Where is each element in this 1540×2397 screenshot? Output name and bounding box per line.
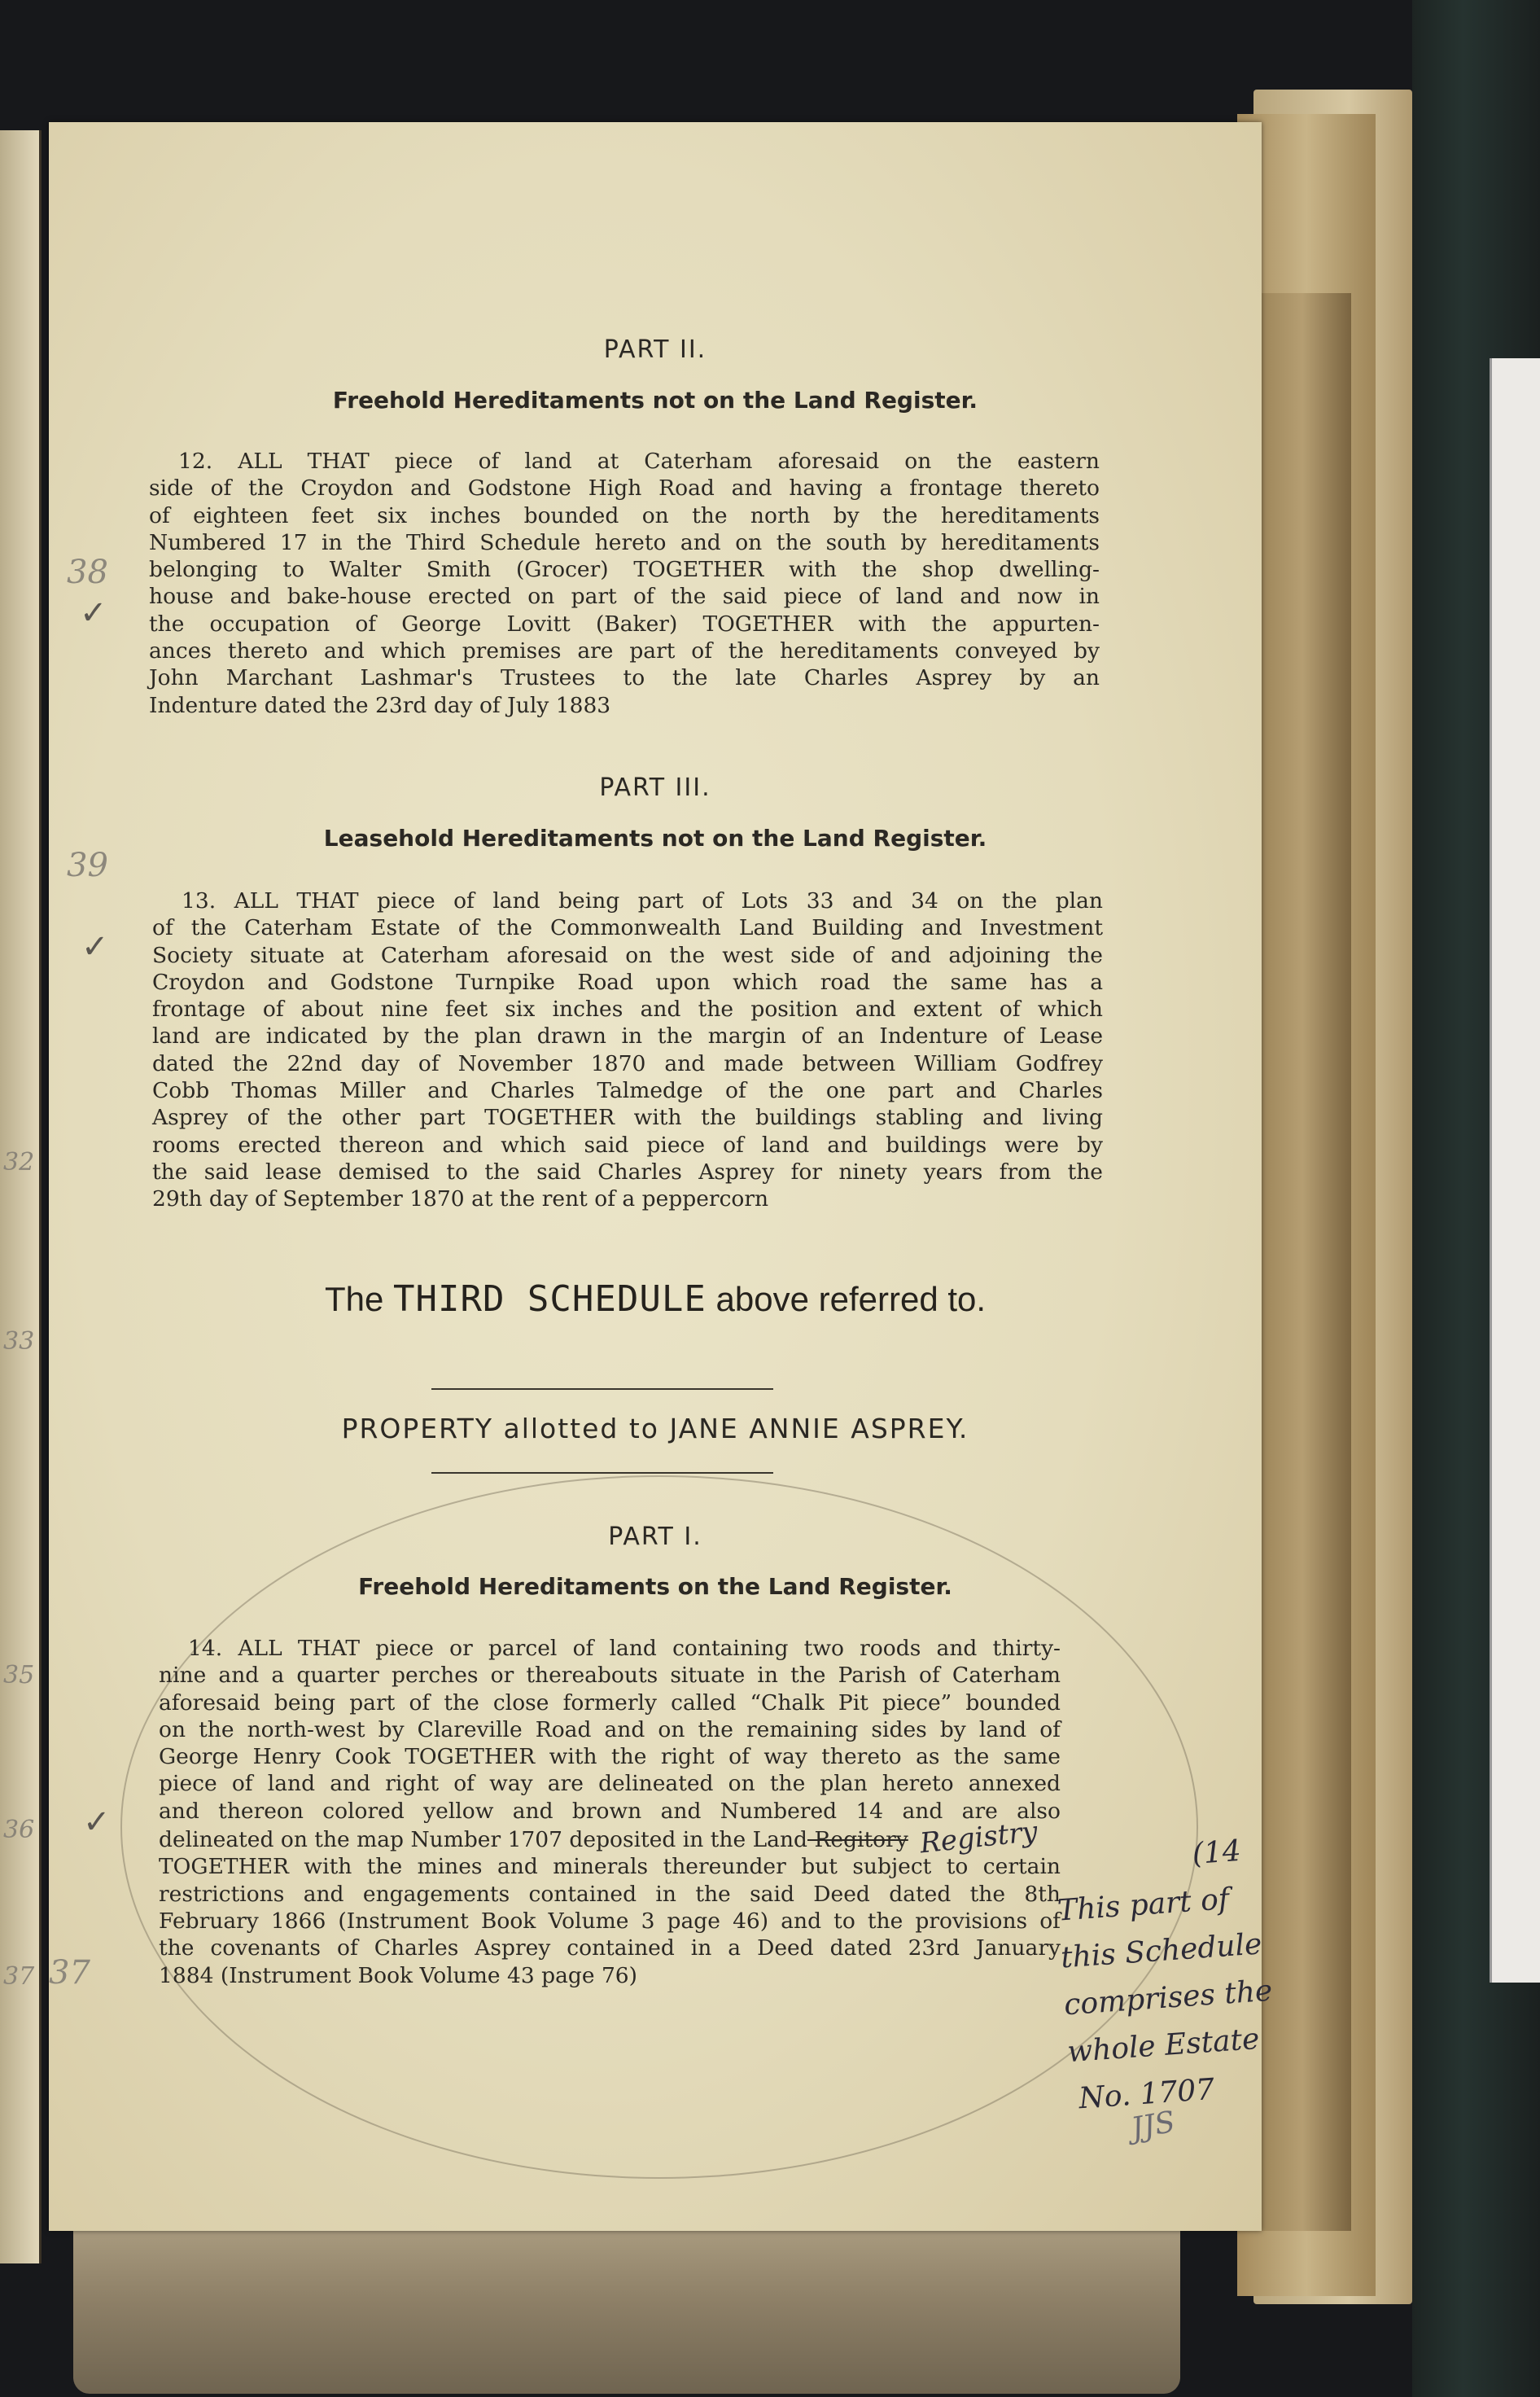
handwritten-note-line: this Schedule bbox=[1059, 1927, 1263, 1975]
handwritten-initials: JJS bbox=[1128, 2105, 1178, 2146]
paragraph-line: 14. ALL THAT piece or parcel of land containing two roods and thirty- bbox=[188, 1636, 1061, 1661]
paragraph-line: Society situate at Caterham aforesaid on the west side of and adjoining the bbox=[152, 942, 1103, 968]
paragraph-line: aforesaid being part of the close formerly called “Chalk Pit piece” bounded bbox=[159, 1689, 1061, 1716]
paragraph-13 bbox=[152, 887, 1103, 1213]
paragraph-line: on the north-west by Clareville Road and on the remaining sides by land of bbox=[159, 1716, 1061, 1742]
part-3-subtitle: Leasehold Hereditaments not on the Land Register. bbox=[323, 825, 987, 852]
schedule-title-post: above referred to. bbox=[706, 1280, 987, 1318]
part-2-subtitle: Freehold Hereditaments not on the Land Register. bbox=[332, 387, 978, 414]
struck-word: Regitory bbox=[807, 1827, 908, 1853]
pencil-margin-number: 39 bbox=[67, 847, 108, 884]
handwritten-note-line: This part of bbox=[1056, 1882, 1231, 1928]
paragraph-line: the covenants of Charles Asprey contained in a Deed dated 23rd January bbox=[159, 1935, 1061, 1961]
paragraph-line: and thereon colored yellow and brown and Numbered 14 and are also bbox=[159, 1798, 1061, 1824]
left-facing-page bbox=[0, 130, 42, 2263]
property-allotted-line: PROPERTY allotted to JANE ANNIE ASPREY. bbox=[341, 1413, 969, 1444]
left-page-mark: 37 bbox=[3, 1962, 35, 1991]
schedule-title-pre: The bbox=[324, 1280, 393, 1318]
handwritten-note bbox=[1052, 1824, 1316, 2123]
paragraph-line: Asprey of the other part TOGETHER with the buildings stabling and living bbox=[152, 1105, 1103, 1131]
paragraph-line: George Henry Cook TOGETHER with the right of way thereto as the same bbox=[159, 1744, 1061, 1770]
paragraph-line: frontage of about nine feet six inches and the position and extent of which bbox=[152, 997, 1103, 1023]
paragraph-line: Cobb Thomas Miller and Charles Talmedge of the one part and Charles bbox=[152, 1078, 1103, 1104]
paragraph-line: TOGETHER with the mines and minerals thereunder but subject to certain bbox=[159, 1854, 1061, 1880]
paragraph-line: Croydon and Godstone Turnpike Road upon which road the same has a bbox=[152, 969, 1103, 995]
paragraph-line: of the Caterham Estate of the Commonwealth Land Building and Investment bbox=[152, 915, 1103, 941]
paragraph-line: 1884 (Instrument Book Volume 43 page 76) bbox=[159, 1962, 638, 1988]
paragraph-line: nine and a quarter perches or thereabouts situate in the Parish of Caterham bbox=[159, 1663, 1061, 1689]
paragraph-14 bbox=[159, 1635, 1061, 1989]
paragraph-line: belonging to Walter Smith (Grocer) TOGETHER with the shop dwelling- bbox=[149, 557, 1100, 583]
handwritten-note-line: whole Estate bbox=[1065, 2022, 1261, 2070]
paragraph-line: rooms erected thereon and which said piece of land and buildings were by bbox=[152, 1132, 1103, 1158]
left-page-mark: 35 bbox=[3, 1661, 35, 1689]
paragraph-12 bbox=[149, 448, 1100, 719]
bottom-page-scrap bbox=[73, 2231, 1180, 2394]
paragraph-line: 13. ALL THAT piece of land being part of Lots 33 and 34 on the plan bbox=[182, 888, 1103, 914]
part-1-title: PART I. bbox=[608, 1523, 702, 1551]
divider-rule bbox=[431, 1388, 773, 1390]
paragraph-line: the occupation of George Lovitt (Baker) TOGETHER with the appurten- bbox=[149, 611, 1100, 637]
paragraph-line: house and bake-house erected on part of the said piece of land and now in bbox=[149, 584, 1100, 610]
margin-check-mark: ✓ bbox=[83, 1803, 111, 1841]
adjacent-white-sheet bbox=[1490, 358, 1540, 1983]
handwritten-note-line: (14 bbox=[1191, 1834, 1242, 1871]
paragraph-line: 12. ALL THAT piece of land at Caterham aforesaid on the eastern bbox=[178, 449, 1100, 474]
part-3-title: PART III. bbox=[599, 773, 711, 802]
paragraph-line: side of the Croydon and Godstone High Road and having a frontage thereto bbox=[149, 475, 1100, 502]
third-schedule-title bbox=[49, 1278, 1262, 1320]
paragraph-line: restrictions and engagements contained in the said Deed dated the 8th bbox=[159, 1881, 1061, 1907]
paragraph-line: ances thereto and which premises are part of the hereditaments conveyed by bbox=[149, 638, 1100, 664]
paragraph-line: dated the 22nd day of November 1870 and made between William Godfrey bbox=[152, 1050, 1103, 1076]
paragraph-line: piece of land and right of way are delineated on the plan hereto annexed bbox=[159, 1771, 1061, 1797]
handwritten-note-line: No. 1707 bbox=[1077, 2072, 1216, 2116]
left-page-mark: 36 bbox=[3, 1816, 35, 1844]
document-page bbox=[49, 122, 1274, 2231]
pencil-margin-number: 38 bbox=[67, 554, 108, 591]
paragraph-line: Numbered 17 in the Third Schedule hereto and on the south by hereditaments bbox=[149, 529, 1100, 555]
divider-rule bbox=[431, 1472, 773, 1474]
left-page-mark: 32 bbox=[3, 1148, 35, 1177]
part-1-subtitle: Freehold Hereditaments on the Land Register. bbox=[358, 1573, 952, 1600]
handwritten-note-line: comprises the bbox=[1062, 1974, 1274, 2022]
paragraph-line: delineated on the map Number 1707 deposited in the Land Regitory Registry bbox=[159, 1815, 1039, 1860]
schedule-title-caps: THIRD SCHEDULE bbox=[392, 1278, 707, 1320]
margin-check-mark: ✓ bbox=[80, 594, 107, 632]
paragraph-line: February 1866 (Instrument Book Volume 3 page 46) and to the provisions of bbox=[159, 1908, 1061, 1934]
handwritten-registry: Registry bbox=[918, 1815, 1039, 1860]
part-2-title: PART II. bbox=[603, 335, 707, 364]
paragraph-line: of eighteen feet six inches bounded on the north by the hereditaments bbox=[149, 502, 1100, 528]
paragraph-line: land are indicated by the plan drawn in the margin of an Indenture of Lease bbox=[152, 1023, 1103, 1050]
paragraph-line: Indenture dated the 23rd day of July 1883 bbox=[149, 692, 611, 718]
margin-check-mark: ✓ bbox=[81, 928, 109, 966]
paragraph-line: 29th day of September 1870 at the rent of a peppercorn bbox=[152, 1186, 769, 1212]
paragraph-line: the said lease demised to the said Charles Asprey for ninety years from the bbox=[152, 1159, 1103, 1185]
left-page-mark: 33 bbox=[3, 1327, 35, 1356]
paragraph-line: John Marchant Lashmar's Trustees to the late Charles Asprey by an bbox=[149, 665, 1100, 691]
pencil-margin-number: 37 bbox=[49, 1954, 90, 1992]
